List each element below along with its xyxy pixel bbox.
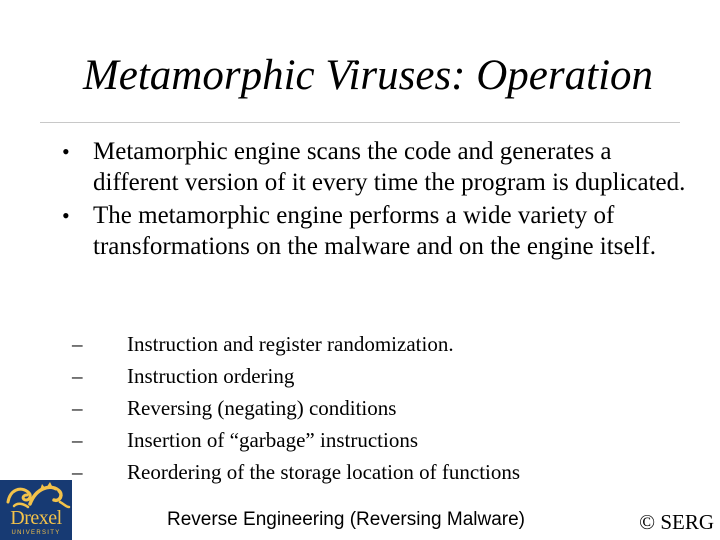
- dragon-icon: [0, 480, 72, 510]
- bullet-marker: •: [62, 139, 70, 164]
- sub-bullet-text: Reordering of the storage location of functions: [127, 460, 521, 484]
- bullet-text: Metamorphic engine scans the code and generates a different version of it every time the program is duplicated.: [93, 138, 686, 196]
- sub-bullet-item: [72, 424, 520, 456]
- drexel-logo: [0, 480, 72, 540]
- footer-course-title: Reverse Engineering (Reversing Malware): [167, 509, 525, 530]
- sub-bullet-text: Insertion of “garbage” instructions: [127, 428, 418, 452]
- sub-bullet-text: Reversing (negating) conditions: [127, 396, 397, 420]
- bullet-item: [60, 200, 700, 262]
- sub-bullet-marker: –: [72, 460, 83, 484]
- slide-title: Metamorphic Viruses: Operation: [82, 52, 654, 99]
- sub-bullet-item: [72, 392, 520, 424]
- sub-bullet-list: [72, 328, 520, 488]
- sub-bullet-item: [72, 328, 520, 360]
- sub-bullet-marker: –: [72, 396, 83, 420]
- sub-bullet-text: Instruction and register randomization.: [127, 332, 454, 356]
- footer-copyright: © SERG: [639, 510, 714, 534]
- title-divider: [40, 122, 680, 123]
- sub-bullet-marker: –: [72, 428, 83, 452]
- sub-bullet-item: [72, 360, 520, 392]
- bullet-list: [60, 136, 700, 264]
- logo-subtitle: UNIVERSITY: [11, 530, 61, 536]
- logo-wordmark: Drexel: [10, 507, 62, 529]
- bullet-text: The metamorphic engine performs a wide variety of transformations on the malware and on the engine itself.: [93, 202, 657, 260]
- bullet-item: [60, 136, 700, 198]
- sub-bullet-marker: –: [72, 364, 83, 388]
- sub-bullet-item: [72, 456, 520, 488]
- sub-bullet-marker: –: [72, 332, 83, 356]
- bullet-marker: •: [62, 203, 70, 228]
- sub-bullet-text: Instruction ordering: [127, 364, 295, 388]
